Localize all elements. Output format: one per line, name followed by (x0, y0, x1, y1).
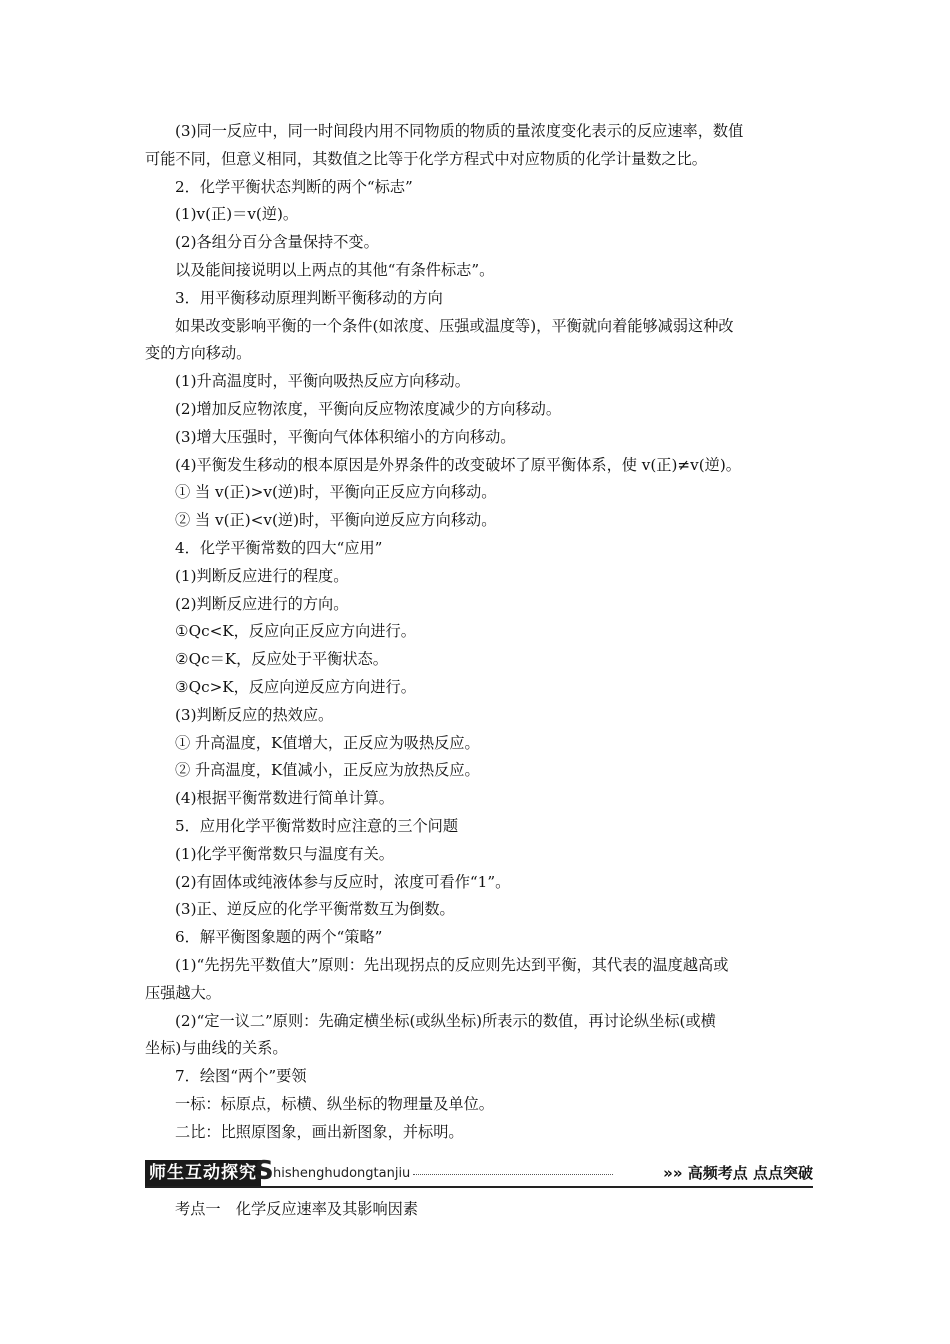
text-line: ② 当 v(正)<v(逆)时，平衡向逆反应方向移动。 (175, 511, 497, 530)
text-line: (3)增大压强时，平衡向气体体积缩小的方向移动。 (175, 427, 516, 446)
text-line: (3)正、逆反应的化学平衡常数互为倒数。 (175, 900, 455, 919)
text-line: 二比：比照原图象，画出新图象，并标明。 (175, 1122, 464, 1141)
text-line: (2)判断反应进行的方向。 (175, 594, 349, 613)
text-line: (1)v(正)＝v(逆)。 (175, 205, 299, 224)
text-line: (2)增加反应物浓度，平衡向反应物浓度减少的方向移动。 (175, 399, 562, 418)
text-line: 4．化学平衡常数的四大“应用” (175, 538, 383, 557)
text-line: 6．解平衡图象题的两个“策略” (175, 928, 383, 947)
banner-initial-letter: S (255, 1156, 274, 1186)
text-line: (1)判断反应进行的程度。 (175, 566, 349, 585)
text-line: (2)有固体或纯液体参与反应时，浓度可看作“1”。 (175, 872, 511, 891)
text-line: (1)“先拐先平数值大”原则：先出现拐点的反应则先达到平衡，其代表的温度越高或 (175, 955, 729, 974)
text-line: ②Qc＝K，反应处于平衡状态。 (175, 650, 388, 669)
text-line: 7．绘图“两个”要领 (175, 1067, 307, 1086)
text-line: (4)根据平衡常数进行简单计算。 (175, 789, 394, 808)
banner-pinyin: hishenghudongtanjiu (273, 1166, 411, 1181)
text-line: 变的方向移动。 (145, 344, 252, 363)
text-line: ③Qc>K，反应向逆反应方向进行。 (175, 677, 416, 696)
text-line: 2．化学平衡状态判断的两个“标志” (175, 177, 413, 196)
text-line: (2)“定一议二”原则：先确定横坐标(或纵坐标)所表示的数值，再讨论纵坐标(或横 (175, 1011, 716, 1030)
text-line: (1)升高温度时，平衡向吸热反应方向移动。 (175, 372, 470, 391)
section-heading: 考点一 化学反应速率及其影响因素 (175, 1200, 418, 1218)
section-banner (145, 1156, 813, 1188)
text-line: ① 升高温度，K值增大，正反应为吸热反应。 (175, 733, 480, 752)
banner-underline (145, 1186, 813, 1188)
banner-subtitle: »» 高频考点 点点突破 (663, 1164, 813, 1182)
text-line: 可能不同，但意义相同，其数值之比等于化学方程式中对应物质的化学计量数之比。 (145, 149, 707, 168)
text-line: (1)化学平衡常数只与温度有关。 (175, 844, 394, 863)
banner-title: 师生互动探究 (145, 1160, 261, 1186)
text-line: 压强越大。 (145, 983, 221, 1002)
text-line: 3．用平衡移动原理判断平衡移动的方向 (175, 288, 443, 307)
text-line: ② 升高温度，K值减小，正反应为放热反应。 (175, 761, 480, 780)
body-text (145, 118, 813, 1146)
text-line: ① 当 v(正)>v(逆)时，平衡向正反应方向移动。 (175, 483, 497, 502)
text-line: 坐标)与曲线的关系。 (145, 1039, 288, 1058)
text-line: 以及能间接说明以上两点的其他“有条件标志”。 (175, 260, 495, 279)
text-line: (4)平衡发生移动的根本原因是外界条件的改变破坏了原平衡体系，使 v(正)≠v(逆)。 (175, 455, 741, 474)
text-line: ①Qc<K，反应向正反应方向进行。 (175, 622, 416, 641)
text-line: 一标：标原点，标横、纵坐标的物理量及单位。 (175, 1094, 494, 1113)
text-line: 如果改变影响平衡的一个条件(如浓度、压强或温度等)，平衡就向着能够减弱这种改 (175, 316, 734, 335)
text-line: (3)同一反应中，同一时间段内用不同物质的物质的量浓度变化表示的反应速率，数值 (175, 122, 744, 140)
text-line: 5．应用化学平衡常数时应注意的三个问题 (175, 816, 459, 835)
banner-dotted-rule (413, 1174, 613, 1175)
text-line: (2)各组分百分含量保持不变。 (175, 233, 379, 252)
text-line: (3)判断反应的热效应。 (175, 705, 334, 724)
